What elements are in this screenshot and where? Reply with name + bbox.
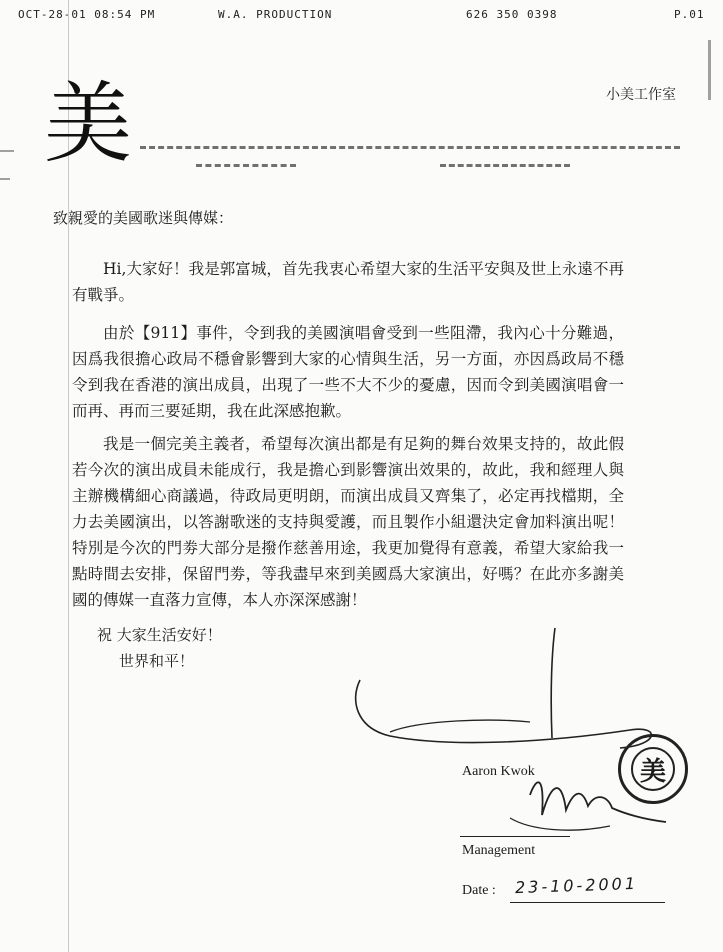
- scan-mark: [0, 178, 10, 180]
- letter-paragraph: Hi,大家好！我是郭富城，首先我衷心希望大家的生活平安與及世上永遠不再有戰爭。: [72, 260, 624, 304]
- scan-mark: [708, 40, 711, 100]
- letterhead-rule: [440, 164, 570, 167]
- handwritten-signature: [330, 620, 670, 850]
- letterhead-logo: 美: [44, 72, 133, 175]
- letterhead-studio-name: 小美工作室: [606, 87, 676, 103]
- letter-greeting: 致親愛的美國歌迷與傳媒：: [53, 209, 234, 227]
- fax-header: [0, 8, 723, 26]
- fax-sender: W.A. PRODUCTION: [218, 8, 333, 21]
- letterhead-rule: [140, 146, 680, 149]
- scan-mark: [0, 150, 14, 152]
- seal-emblem: 美: [631, 747, 675, 791]
- signatory-title: Management: [462, 843, 536, 858]
- closing-line: 祝 大家生活安好！: [97, 626, 222, 644]
- fax-page-number: P.01: [674, 8, 705, 21]
- fax-datetime: OCT-28-01 08:54 PM: [18, 8, 156, 21]
- letter-paragraph: 由於【911】事件，令到我的美國演唱會受到一些阻滯，我內心十分難過，因爲我很擔心政局不穩會影響到大家的心情與生活，另一方面，亦因爲政局不穩令到我在香港的演出成員，出現了一些不大不少的憂慮，因而令到美國演唱會一而再、再而三要延期，我在此深感抱歉。: [72, 324, 624, 420]
- letter-closing: [97, 622, 222, 674]
- letter-paragraph: 我是一個完美主義者，希望每次演出都是有足夠的舞台效果支持的，故此假若今次的演出成員未能成行，我是擔心到影響演出效果的，故此，我和經理人與主辦機構細心商議過，待政局更明朗，而演出成員又齊集了，必定再找檔期，全力去美國演出，以答謝歌迷的支持與愛護，而且製作小組還決定會加料演出呢！特別是今次的門劵大部分是撥作慈善用途，我更加覺得有意義，希望大家給我一點時間去安排，保留門劵，等我盡早來到美國爲大家演出，好嗎？在此亦多謝美國的傳媒一直落力宣傳，本人亦深深感謝！: [72, 435, 624, 609]
- closing-line: 世界和平！: [119, 652, 195, 670]
- signatory-name: Aaron Kwok: [462, 764, 535, 779]
- date-value: 23-10-2001: [514, 873, 639, 898]
- date-rule: [510, 902, 665, 903]
- date-label: Date :: [462, 883, 496, 898]
- signature-rule: [460, 836, 570, 837]
- letterhead-rule: [196, 164, 296, 167]
- fax-phone: 626 350 0398: [466, 8, 558, 21]
- company-seal: [618, 734, 688, 804]
